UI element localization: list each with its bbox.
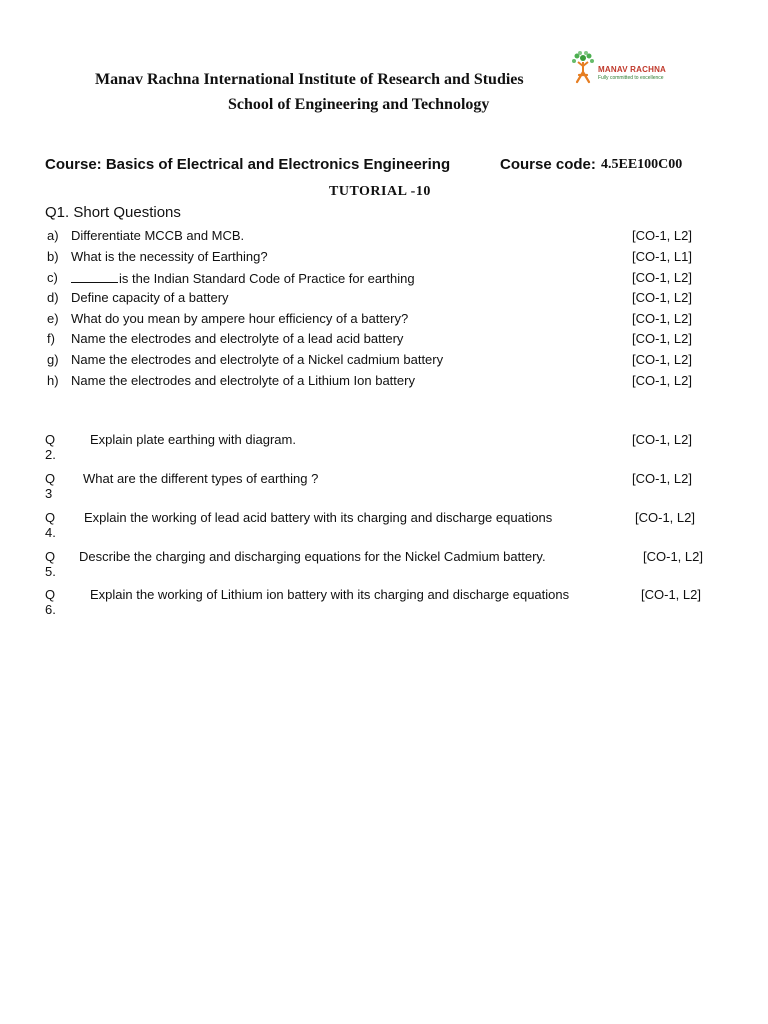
item-text: is the Indian Standard Code of Practice for earthing: [119, 271, 415, 286]
item-text: What do you mean by ampere hour efficiency of a battery?: [71, 311, 409, 326]
question-text: Describe the charging and discharging equations for the Nickel Cadmium battery.: [79, 549, 546, 564]
institution-logo: [568, 50, 668, 86]
short-question-item: [47, 270, 707, 290]
question-number: Q 3: [45, 471, 56, 501]
short-question-item: [47, 331, 707, 351]
co-level: [CO-1, L2]: [632, 373, 692, 388]
short-question-item: [47, 373, 707, 393]
question-text: What are the different types of earthing ?: [83, 471, 319, 486]
item-letter: f): [47, 331, 55, 346]
course-name: Course: Basics of Electrical and Electronics Engineering: [45, 156, 451, 173]
question-text: Explain the working of lead acid battery with its charging and discharge equations: [84, 510, 553, 525]
short-question-item: [47, 352, 707, 372]
co-level: [CO-1, L2]: [632, 270, 692, 285]
co-level: [CO-1, L2]: [632, 228, 692, 243]
item-text: What is the necessity of Earthing?: [71, 249, 268, 264]
co-level: [CO-1, L2]: [632, 331, 692, 346]
item-text: Name the electrodes and electrolyte of a Nickel cadmium battery: [71, 352, 444, 367]
co-level: [CO-1, L2]: [632, 290, 692, 305]
institute-title: Manav Rachna International Institute of Research and Studies: [95, 71, 524, 88]
fill-in-blank: [71, 270, 118, 283]
course-code-value: 4.5EE100C00: [601, 157, 683, 172]
item-letter: a): [47, 228, 59, 243]
co-level: [CO-1, L2]: [632, 471, 692, 486]
short-question-item: [47, 228, 707, 248]
item-letter: e): [47, 311, 59, 326]
item-letter: d): [47, 290, 59, 305]
tree-logo-icon: [568, 50, 598, 86]
question-number: Q 2.: [45, 432, 56, 462]
item-letter: g): [47, 352, 59, 367]
question-text: Explain the working of Lithium ion battery with its charging and discharge equations: [90, 587, 570, 602]
item-text: Name the electrodes and electrolyte of a Lithium Ion battery: [71, 373, 415, 388]
question-number: Q 4.: [45, 510, 56, 540]
short-question-item: [47, 311, 707, 331]
item-text-with-blank: [71, 270, 415, 286]
item-letter: b): [47, 249, 59, 264]
co-level: [CO-1, L2]: [632, 311, 692, 326]
co-level: [CO-1, L2]: [641, 587, 701, 602]
co-level: [CO-1, L2]: [635, 510, 695, 525]
item-text: Differentiate MCCB and MCB.: [71, 228, 245, 243]
logo-tagline: Fully committed to excellence: [598, 75, 664, 81]
item-letter: h): [47, 373, 59, 388]
item-text: Define capacity of a battery: [71, 290, 229, 305]
short-question-item: [47, 249, 707, 269]
school-title: School of Engineering and Technology: [228, 96, 490, 113]
question-number: Q 5.: [45, 549, 56, 579]
question-text: Explain plate earthing with diagram.: [90, 432, 296, 447]
item-text: Name the electrodes and electrolyte of a lead acid battery: [71, 331, 404, 346]
short-question-item: [47, 290, 707, 310]
co-level: [CO-1, L2]: [643, 549, 703, 564]
logo-wordmark: MANAV RACHNA: [598, 65, 667, 74]
co-level: [CO-1, L2]: [632, 352, 692, 367]
co-level: [CO-1, L2]: [632, 432, 692, 447]
question-number: Q 6.: [45, 587, 56, 617]
tutorial-title: TUTORIAL -10: [329, 184, 431, 199]
item-letter: c): [47, 270, 58, 285]
course-code-label: Course code:: [500, 156, 596, 173]
co-level: [CO-1, L1]: [632, 249, 692, 264]
q1-heading: Q1. Short Questions: [45, 204, 181, 221]
